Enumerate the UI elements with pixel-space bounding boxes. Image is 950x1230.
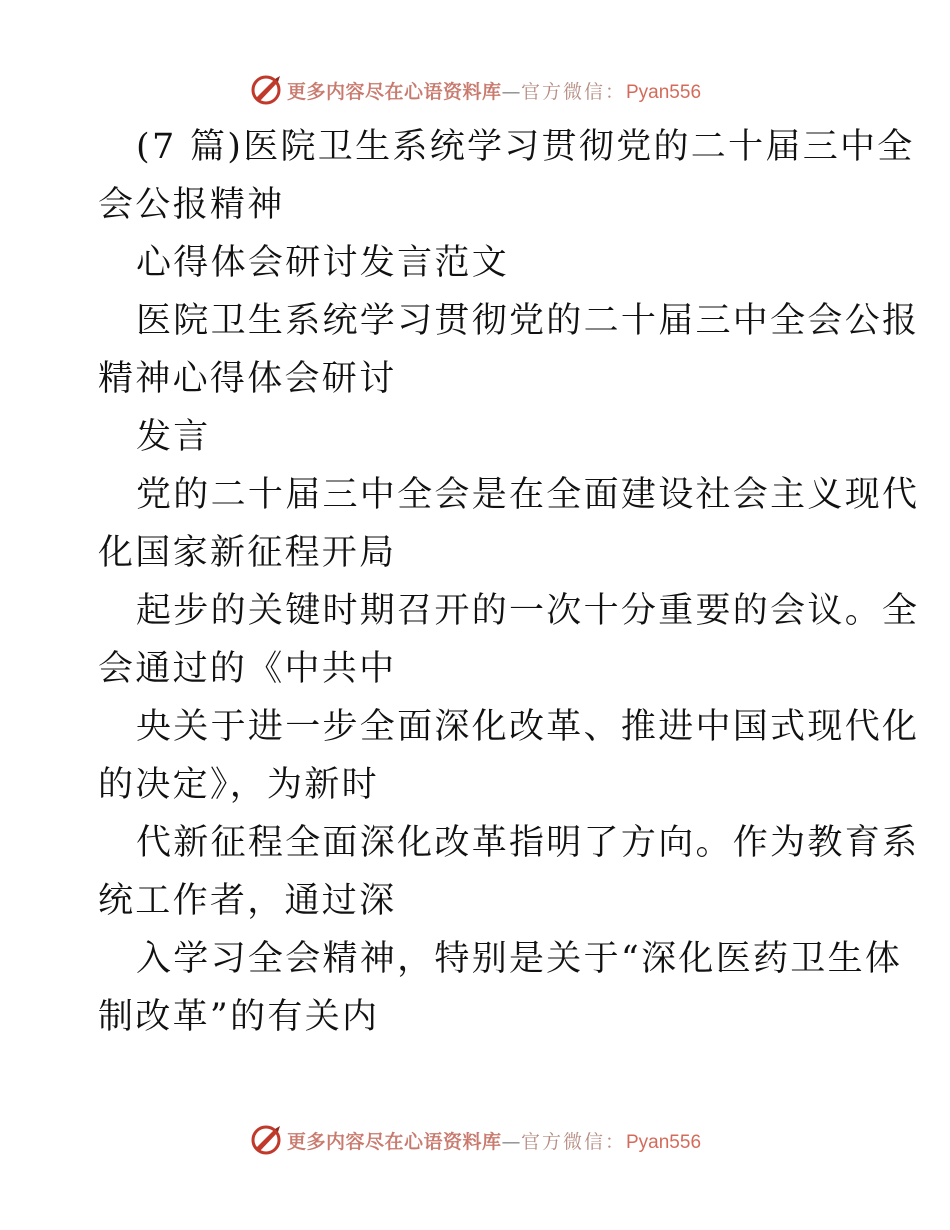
watermark-main: 更多内容尽在心语资料库 xyxy=(286,80,502,103)
subtitle-line: 心得体会研讨发言范文 xyxy=(136,243,510,283)
quill-logo-icon xyxy=(249,1123,283,1157)
footer-watermark xyxy=(0,1120,950,1160)
text-line: 制改革”的有关内 xyxy=(98,997,380,1037)
watermark-text xyxy=(287,1127,701,1154)
text-line: 化国家新征程开局 xyxy=(98,533,397,573)
text-line: 精神心得体会研讨 xyxy=(98,359,397,399)
watermark-dash: — xyxy=(501,80,521,103)
text-line: 会通过的《中共中 xyxy=(98,649,397,689)
text-line: 统工作者，通过深 xyxy=(98,881,397,921)
text-line: 的决定》，为新时 xyxy=(98,765,379,805)
header-watermark xyxy=(0,70,950,110)
title-line-2: 会公报精神 xyxy=(98,185,285,225)
title-line-1: (7 篇)医院卫生系统学习贯彻党的二十届三中全 xyxy=(136,127,915,167)
text-line: 发言 xyxy=(136,417,211,457)
watermark-wechat-label: 官方微信： xyxy=(520,80,626,103)
text-line: 党的二十届三中全会是在全面建设社会主义现代 xyxy=(136,475,920,515)
watermark-wechat-id: Pyan556 xyxy=(626,1131,702,1153)
text-line: 央关于进一步全面深化改革、推进中国式现代化 xyxy=(136,707,920,747)
text-line: 入学习全会精神，特别是关于“深化医药卫生体 xyxy=(136,939,903,979)
text-line: 医院卫生系统学习贯彻党的二十届三中全会公报 xyxy=(136,301,920,341)
text-line: 代新征程全面深化改革指明了方向。作为教育系 xyxy=(136,823,920,863)
watermark-wechat-id: Pyan556 xyxy=(626,81,702,103)
watermark-main: 更多内容尽在心语资料库 xyxy=(286,1130,502,1153)
text-line: 起步的关键时期召开的一次十分重要的会议。全 xyxy=(136,591,920,631)
watermark-text xyxy=(287,77,701,104)
watermark-dash: — xyxy=(501,1130,521,1153)
document-body xyxy=(98,118,920,1046)
quill-logo-icon xyxy=(249,73,283,107)
watermark-wechat-label: 官方微信： xyxy=(520,1130,626,1153)
